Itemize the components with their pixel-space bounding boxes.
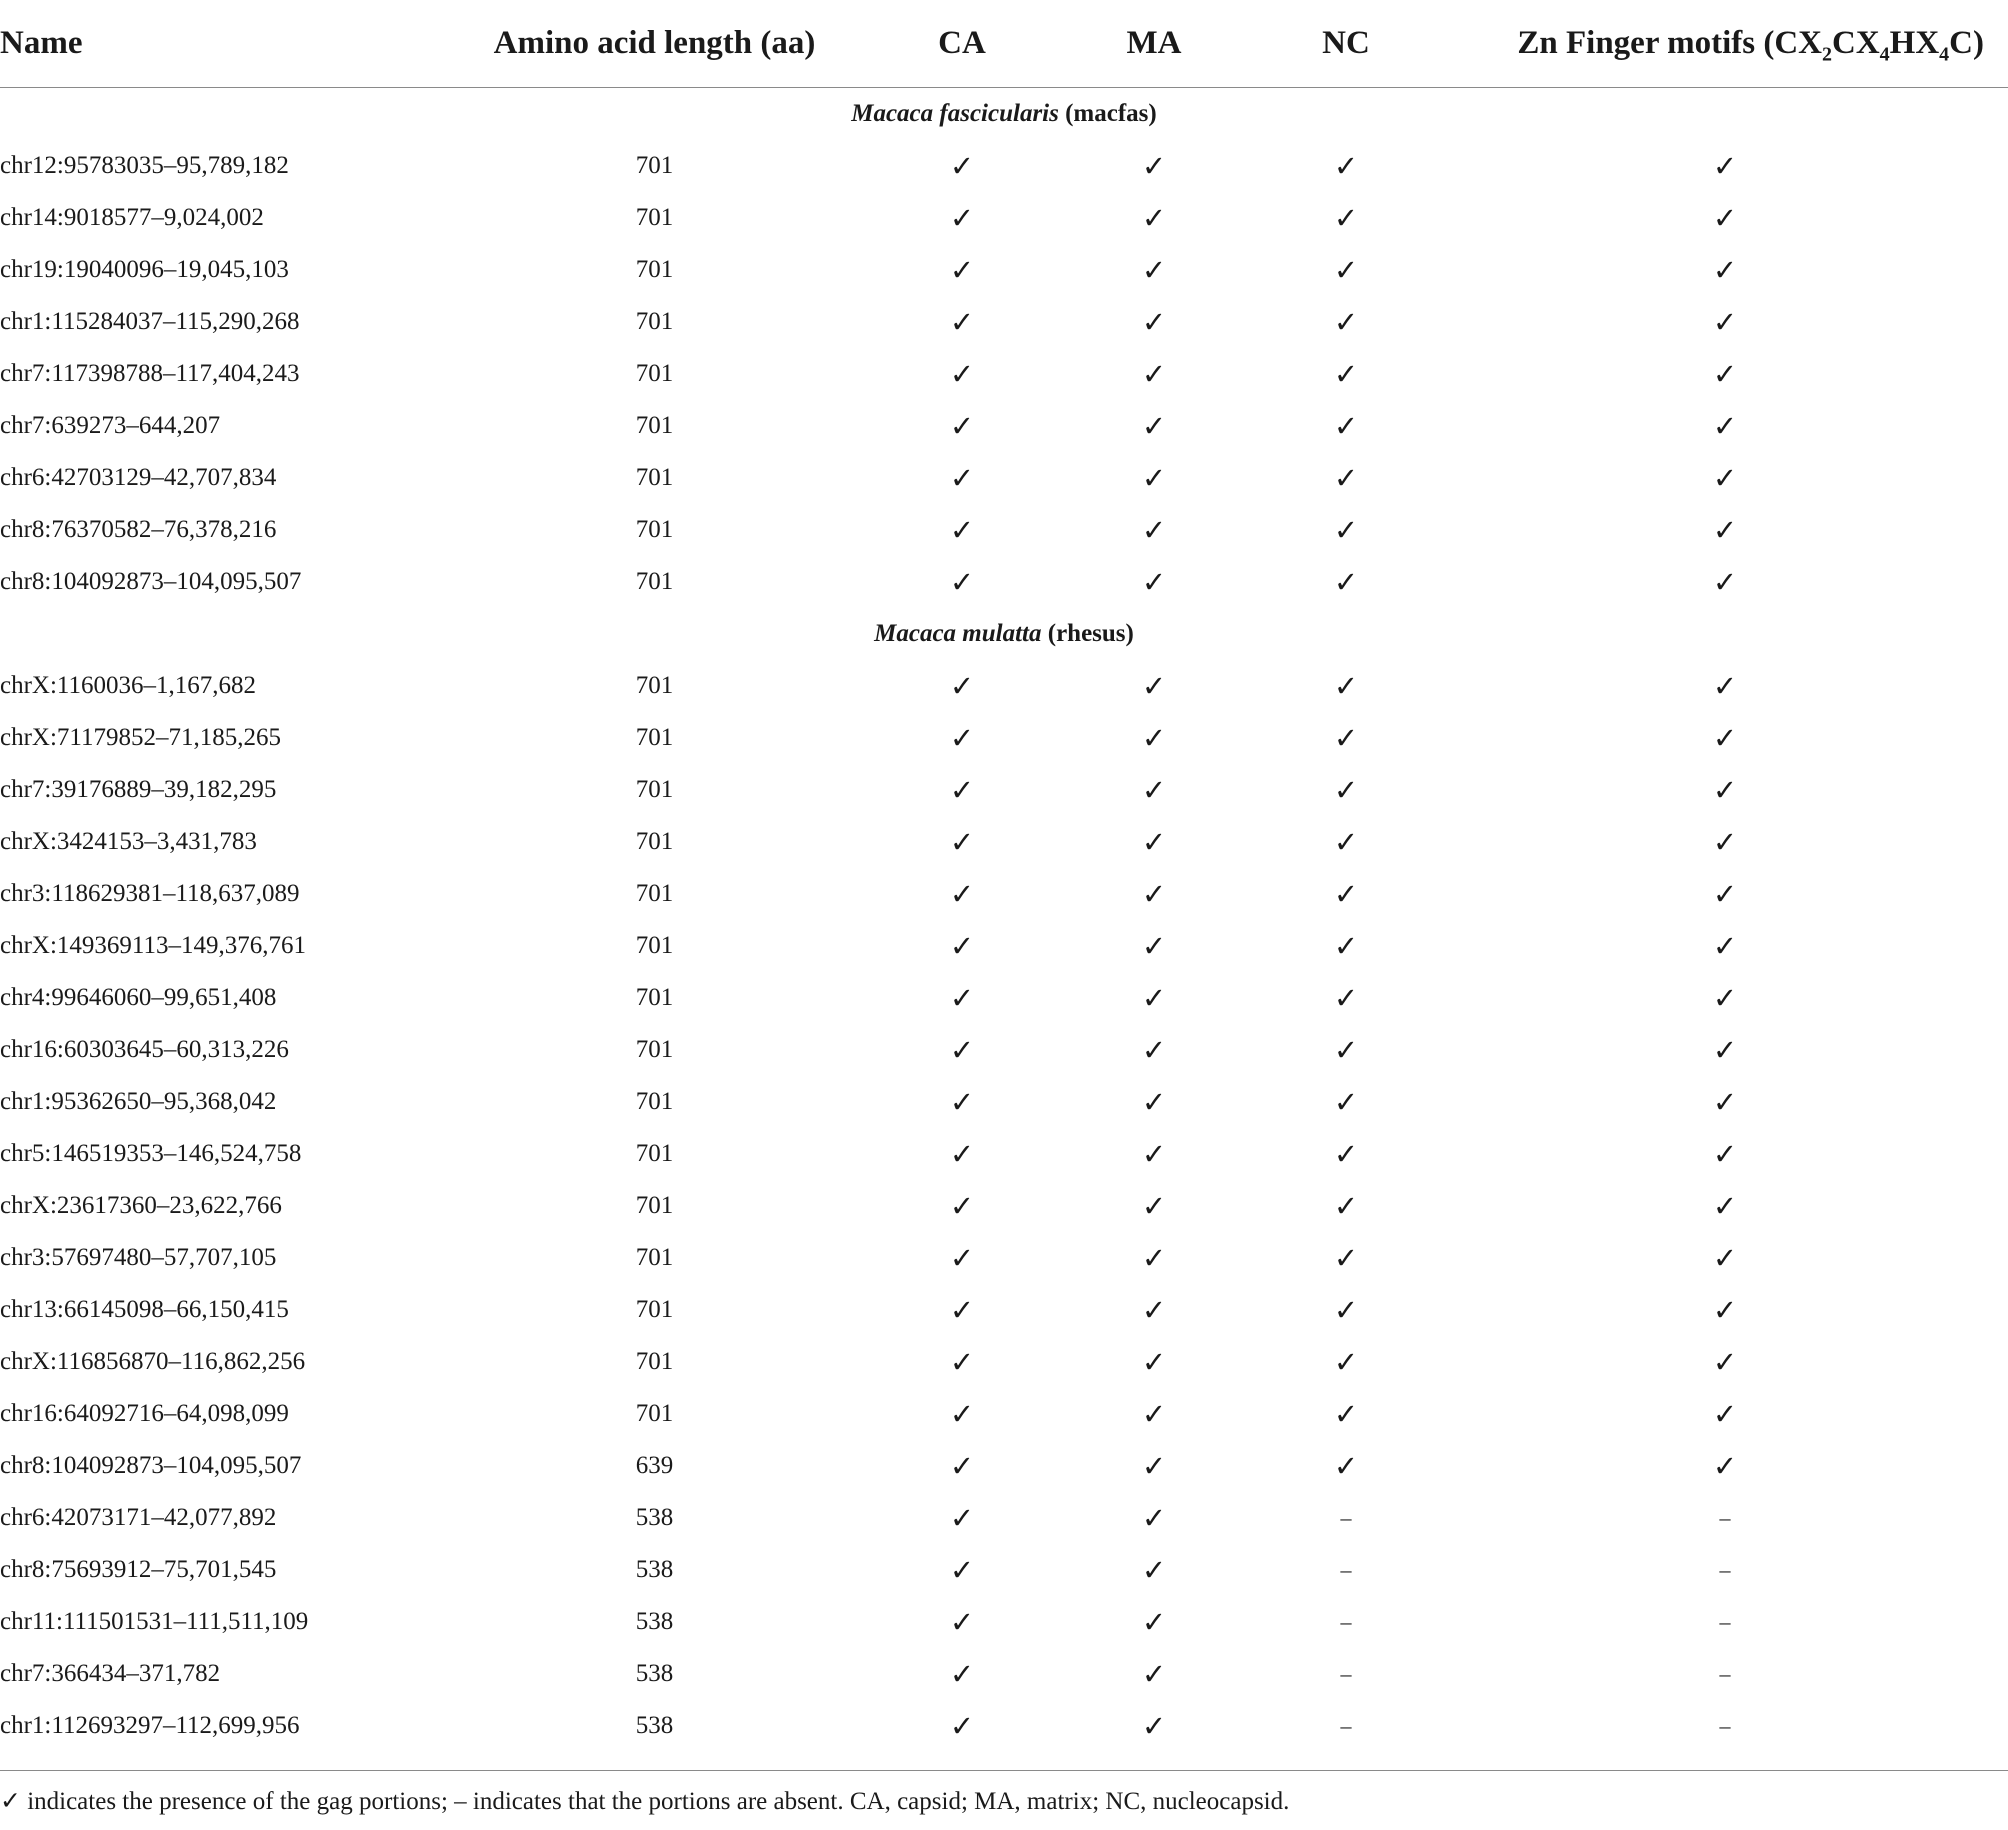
table-row [0, 1648, 2008, 1700]
cell-zn-check-icon: ✓ [1712, 254, 1738, 287]
cell-name: chrX:71179852–71,185,265 [0, 724, 281, 751]
table-row [0, 1232, 2008, 1284]
cell-name: chr3:57697480–57,707,105 [0, 1244, 277, 1271]
table-row [0, 400, 2008, 452]
cell-ca-check-icon: ✓ [949, 358, 975, 391]
cell-name: chr11:111501531–111,511,109 [0, 1608, 309, 1635]
cell-ca-check-icon: ✓ [949, 410, 975, 443]
cell-length: 701 [635, 984, 674, 1011]
cell-ma-check-icon: ✓ [1141, 774, 1167, 807]
section-row [0, 88, 2008, 141]
cell-ca-check-icon: ✓ [949, 878, 975, 911]
cell-zn-check-icon: ✓ [1712, 1034, 1738, 1067]
cell-nc-check-icon: ✓ [1333, 774, 1359, 807]
cell-nc-check-icon: ✓ [1333, 1450, 1359, 1483]
cell-zn-check-icon: ✓ [1712, 1398, 1738, 1431]
cell-ma-check-icon: ✓ [1141, 878, 1167, 911]
cell-ma-check-icon: ✓ [1141, 462, 1167, 495]
cell-nc-check-icon: ✓ [1333, 566, 1359, 599]
cell-ma-check-icon: ✓ [1141, 722, 1167, 755]
table-row [0, 1700, 2008, 1752]
cell-nc-check-icon: ✓ [1333, 1138, 1359, 1171]
cell-ma-check-icon: ✓ [1141, 930, 1167, 963]
cell-nc-check-icon: ✓ [1333, 202, 1359, 235]
cell-name: chrX:3424153–3,431,783 [0, 828, 257, 855]
cell-nc-check-icon: ✓ [1333, 722, 1359, 755]
cell-ma-check-icon: ✓ [1141, 1554, 1167, 1587]
cell-ca-check-icon: ✓ [949, 670, 975, 703]
cell-length: 538 [635, 1712, 674, 1739]
cell-ma-check-icon: ✓ [1141, 358, 1167, 391]
cell-length: 701 [635, 1036, 674, 1063]
cell-nc-check-icon: ✓ [1333, 1086, 1359, 1119]
cell-nc-check-icon: ✓ [1333, 878, 1359, 911]
table-row [0, 816, 2008, 868]
cell-length: 538 [635, 1556, 674, 1583]
cell-zn-check-icon: ✓ [1712, 514, 1738, 547]
cell-ca-check-icon: ✓ [949, 1294, 975, 1327]
cell-length: 701 [635, 672, 674, 699]
table-footnote: ✓ indicates the presence of the gag portions; – indicates that the portions are absent. CA, capsid; MA, matrix; NC, nucleocapsid. [0, 1770, 2008, 1816]
cell-length: 701 [635, 152, 674, 179]
cell-ma-check-icon: ✓ [1141, 982, 1167, 1015]
section-heading [0, 88, 2008, 141]
cell-ca-check-icon: ✓ [949, 1554, 975, 1587]
cell-ca-check-icon: ✓ [949, 1502, 975, 1535]
cell-ca-check-icon: ✓ [949, 1606, 975, 1639]
cell-name: chr3:118629381–118,637,089 [0, 880, 300, 907]
cell-name: chr1:115284037–115,290,268 [0, 308, 300, 335]
cell-zn-check-icon: ✓ [1712, 982, 1738, 1015]
cell-name: chrX:149369113–149,376,761 [0, 932, 306, 959]
cell-length: 701 [635, 1140, 674, 1167]
table-row [0, 764, 2008, 816]
table-row [0, 1180, 2008, 1232]
cell-ca-check-icon: ✓ [949, 1346, 975, 1379]
cell-nc-dash: – [1340, 1505, 1352, 1530]
cell-name: chr16:64092716–64,098,099 [0, 1400, 289, 1427]
table-row [0, 1492, 2008, 1544]
cell-length: 701 [635, 412, 674, 439]
cell-nc-check-icon: ✓ [1333, 1242, 1359, 1275]
cell-name: chr1:112693297–112,699,956 [0, 1712, 300, 1739]
cell-name: chr14:9018577–9,024,002 [0, 204, 264, 231]
zn-subscript-2: 4 [1879, 43, 1890, 66]
section-row [0, 608, 2008, 660]
table-row [0, 556, 2008, 608]
cell-ma-check-icon: ✓ [1141, 1346, 1167, 1379]
cell-name: chrX:116856870–116,862,256 [0, 1348, 306, 1375]
cell-zn-check-icon: ✓ [1712, 150, 1738, 183]
cell-length: 701 [635, 1348, 674, 1375]
cell-nc-check-icon: ✓ [1333, 410, 1359, 443]
cell-ma-check-icon: ✓ [1141, 670, 1167, 703]
cell-name: chr7:366434–371,782 [0, 1660, 221, 1687]
species-name: Macaca mulatta [874, 620, 1042, 647]
table-row [0, 192, 2008, 244]
cell-length: 701 [635, 308, 674, 335]
cell-zn-dash: – [1719, 1661, 1731, 1686]
cell-name: chr5:146519353–146,524,758 [0, 1140, 302, 1167]
cell-ma-check-icon: ✓ [1141, 1450, 1167, 1483]
table-row [0, 452, 2008, 504]
header-zn-finger [1442, 0, 2008, 88]
cell-length: 701 [635, 516, 674, 543]
cell-name: chr1:95362650–95,368,042 [0, 1088, 277, 1115]
cell-ma-check-icon: ✓ [1141, 1398, 1167, 1431]
cell-name: chr8:104092873–104,095,507 [0, 1452, 302, 1479]
species-tag: (macfas) [1058, 100, 1157, 127]
cell-zn-check-icon: ✓ [1712, 670, 1738, 703]
cell-length: 701 [635, 1244, 674, 1271]
cell-length: 701 [635, 204, 674, 231]
cell-zn-check-icon: ✓ [1712, 358, 1738, 391]
header-name: Name [0, 0, 443, 88]
cell-length: 538 [635, 1504, 674, 1531]
header-length: Amino acid length (aa) [443, 0, 866, 88]
table-row [0, 1440, 2008, 1492]
cell-nc-check-icon: ✓ [1333, 254, 1359, 287]
cell-length: 701 [635, 828, 674, 855]
cell-name: chr6:42073171–42,077,892 [0, 1504, 277, 1531]
cell-zn-check-icon: ✓ [1712, 566, 1738, 599]
cell-nc-check-icon: ✓ [1333, 1294, 1359, 1327]
cell-zn-check-icon: ✓ [1712, 1346, 1738, 1379]
cell-nc-check-icon: ✓ [1333, 982, 1359, 1015]
cell-length: 701 [635, 1088, 674, 1115]
table-row [0, 1076, 2008, 1128]
cell-zn-check-icon: ✓ [1712, 722, 1738, 755]
zn-suffix: C) [1949, 25, 1984, 61]
cell-ma-check-icon: ✓ [1141, 1658, 1167, 1691]
cell-zn-check-icon: ✓ [1712, 462, 1738, 495]
cell-length: 701 [635, 1400, 674, 1427]
cell-ma-check-icon: ✓ [1141, 1034, 1167, 1067]
zn-mid-2: HX [1889, 25, 1940, 61]
cell-nc-check-icon: ✓ [1333, 826, 1359, 859]
table-row [0, 660, 2008, 712]
cell-ma-check-icon: ✓ [1141, 1242, 1167, 1275]
cell-ma-check-icon: ✓ [1141, 202, 1167, 235]
cell-nc-check-icon: ✓ [1333, 462, 1359, 495]
zn-subscript-3: 4 [1939, 43, 1950, 66]
cell-ma-check-icon: ✓ [1141, 1606, 1167, 1639]
cell-zn-check-icon: ✓ [1712, 826, 1738, 859]
cell-ca-check-icon: ✓ [949, 306, 975, 339]
cell-zn-check-icon: ✓ [1712, 1450, 1738, 1483]
cell-zn-check-icon: ✓ [1712, 410, 1738, 443]
cell-ma-check-icon: ✓ [1141, 1710, 1167, 1743]
cell-name: chr7:39176889–39,182,295 [0, 776, 277, 803]
cell-ca-check-icon: ✓ [949, 774, 975, 807]
cell-nc-check-icon: ✓ [1333, 1398, 1359, 1431]
cell-length: 701 [635, 256, 674, 283]
cell-ca-check-icon: ✓ [949, 150, 975, 183]
section-heading [0, 608, 2008, 660]
cell-ca-check-icon: ✓ [949, 566, 975, 599]
cell-length: 701 [635, 724, 674, 751]
table-row [0, 712, 2008, 764]
cell-zn-check-icon: ✓ [1712, 774, 1738, 807]
header-row [0, 0, 2008, 88]
cell-nc-check-icon: ✓ [1333, 514, 1359, 547]
table-header [0, 0, 2008, 88]
cell-ca-check-icon: ✓ [949, 1242, 975, 1275]
species-name: Macaca fascicularis [851, 100, 1059, 127]
cell-nc-check-icon: ✓ [1333, 358, 1359, 391]
cell-nc-check-icon: ✓ [1333, 1190, 1359, 1223]
cell-ma-check-icon: ✓ [1141, 1502, 1167, 1535]
cell-nc-dash: – [1340, 1609, 1352, 1634]
cell-ca-check-icon: ✓ [949, 202, 975, 235]
table-row [0, 1284, 2008, 1336]
cell-ma-check-icon: ✓ [1141, 1086, 1167, 1119]
cell-name: chr8:75693912–75,701,545 [0, 1556, 277, 1583]
cell-ma-check-icon: ✓ [1141, 410, 1167, 443]
table-row [0, 244, 2008, 296]
table-row [0, 972, 2008, 1024]
cell-ca-check-icon: ✓ [949, 1398, 975, 1431]
table-row [0, 140, 2008, 192]
cell-ca-check-icon: ✓ [949, 826, 975, 859]
cell-name: chr19:19040096–19,045,103 [0, 256, 289, 283]
table-row [0, 504, 2008, 556]
zn-subscript-1: 2 [1822, 43, 1832, 66]
cell-ma-check-icon: ✓ [1141, 514, 1167, 547]
cell-ma-check-icon: ✓ [1141, 150, 1167, 183]
cell-zn-check-icon: ✓ [1712, 1190, 1738, 1223]
cell-ma-check-icon: ✓ [1141, 1138, 1167, 1171]
cell-name: chr7:639273–644,207 [0, 412, 221, 439]
cell-ca-check-icon: ✓ [949, 1138, 975, 1171]
cell-name: chr8:76370582–76,378,216 [0, 516, 277, 543]
table-row [0, 1388, 2008, 1440]
cell-ma-check-icon: ✓ [1141, 254, 1167, 287]
cell-name: chr4:99646060–99,651,408 [0, 984, 277, 1011]
cell-zn-check-icon: ✓ [1712, 306, 1738, 339]
cell-length: 538 [635, 1660, 674, 1687]
cell-zn-dash: – [1719, 1557, 1731, 1582]
table-row [0, 868, 2008, 920]
cell-nc-check-icon: ✓ [1333, 930, 1359, 963]
cell-length: 701 [635, 880, 674, 907]
cell-name: chrX:1160036–1,167,682 [0, 672, 256, 699]
cell-name: chr6:42703129–42,707,834 [0, 464, 277, 491]
cell-ca-check-icon: ✓ [949, 1710, 975, 1743]
cell-nc-check-icon: ✓ [1333, 670, 1359, 703]
cell-ca-check-icon: ✓ [949, 982, 975, 1015]
cell-length: 701 [635, 1192, 674, 1219]
cell-name: chrX:23617360–23,622,766 [0, 1192, 282, 1219]
table-row [0, 1128, 2008, 1180]
zn-mid-1: CX [1832, 25, 1880, 61]
cell-zn-dash: – [1719, 1505, 1731, 1530]
cell-nc-dash: – [1340, 1713, 1352, 1738]
cell-ca-check-icon: ✓ [949, 930, 975, 963]
cell-ma-check-icon: ✓ [1141, 826, 1167, 859]
cell-nc-dash: – [1340, 1661, 1352, 1686]
cell-nc-check-icon: ✓ [1333, 1346, 1359, 1379]
cell-ca-check-icon: ✓ [949, 1658, 975, 1691]
cell-ca-check-icon: ✓ [949, 1190, 975, 1223]
cell-ca-check-icon: ✓ [949, 1086, 975, 1119]
cell-name: chr7:117398788–117,404,243 [0, 360, 300, 387]
cell-zn-check-icon: ✓ [1712, 1294, 1738, 1327]
cell-length: 701 [635, 568, 674, 595]
cell-nc-check-icon: ✓ [1333, 306, 1359, 339]
cell-ma-check-icon: ✓ [1141, 1294, 1167, 1327]
cell-length: 701 [635, 776, 674, 803]
cell-length: 701 [635, 360, 674, 387]
cell-nc-dash: – [1340, 1557, 1352, 1582]
cell-length: 701 [635, 464, 674, 491]
cell-ca-check-icon: ✓ [949, 1450, 975, 1483]
cell-ca-check-icon: ✓ [949, 722, 975, 755]
table-row [0, 1024, 2008, 1076]
cell-length: 701 [635, 1296, 674, 1323]
cell-ma-check-icon: ✓ [1141, 1190, 1167, 1223]
cell-length: 639 [635, 1452, 674, 1479]
cell-length: 538 [635, 1608, 674, 1635]
table-body [0, 88, 2008, 1753]
cell-length: 701 [635, 932, 674, 959]
cell-zn-check-icon: ✓ [1712, 1086, 1738, 1119]
cell-zn-check-icon: ✓ [1712, 1138, 1738, 1171]
cell-zn-dash: – [1719, 1713, 1731, 1738]
cell-ma-check-icon: ✓ [1141, 306, 1167, 339]
cell-ca-check-icon: ✓ [949, 254, 975, 287]
table-row [0, 1336, 2008, 1388]
table-row [0, 1596, 2008, 1648]
header-nc: NC [1250, 0, 1442, 88]
table-row [0, 296, 2008, 348]
table-row [0, 920, 2008, 972]
species-tag: (rhesus) [1041, 620, 1134, 647]
cell-zn-check-icon: ✓ [1712, 930, 1738, 963]
cell-ca-check-icon: ✓ [949, 462, 975, 495]
cell-ma-check-icon: ✓ [1141, 566, 1167, 599]
table-row [0, 1544, 2008, 1596]
cell-zn-check-icon: ✓ [1712, 878, 1738, 911]
cell-nc-check-icon: ✓ [1333, 1034, 1359, 1067]
cell-zn-dash: – [1719, 1609, 1731, 1634]
cell-name: chr8:104092873–104,095,507 [0, 568, 302, 595]
header-ca: CA [866, 0, 1058, 88]
cell-zn-check-icon: ✓ [1712, 202, 1738, 235]
cell-name: chr12:95783035–95,789,182 [0, 152, 289, 179]
zn-prefix: Zn Finger motifs (CX [1517, 25, 1822, 61]
table-row [0, 348, 2008, 400]
cell-zn-check-icon: ✓ [1712, 1242, 1738, 1275]
cell-ca-check-icon: ✓ [949, 1034, 975, 1067]
cell-ca-check-icon: ✓ [949, 514, 975, 547]
cell-name: chr16:60303645–60,313,226 [0, 1036, 289, 1063]
cell-name: chr13:66145098–66,150,415 [0, 1296, 289, 1323]
cell-nc-check-icon: ✓ [1333, 150, 1359, 183]
header-ma: MA [1058, 0, 1250, 88]
